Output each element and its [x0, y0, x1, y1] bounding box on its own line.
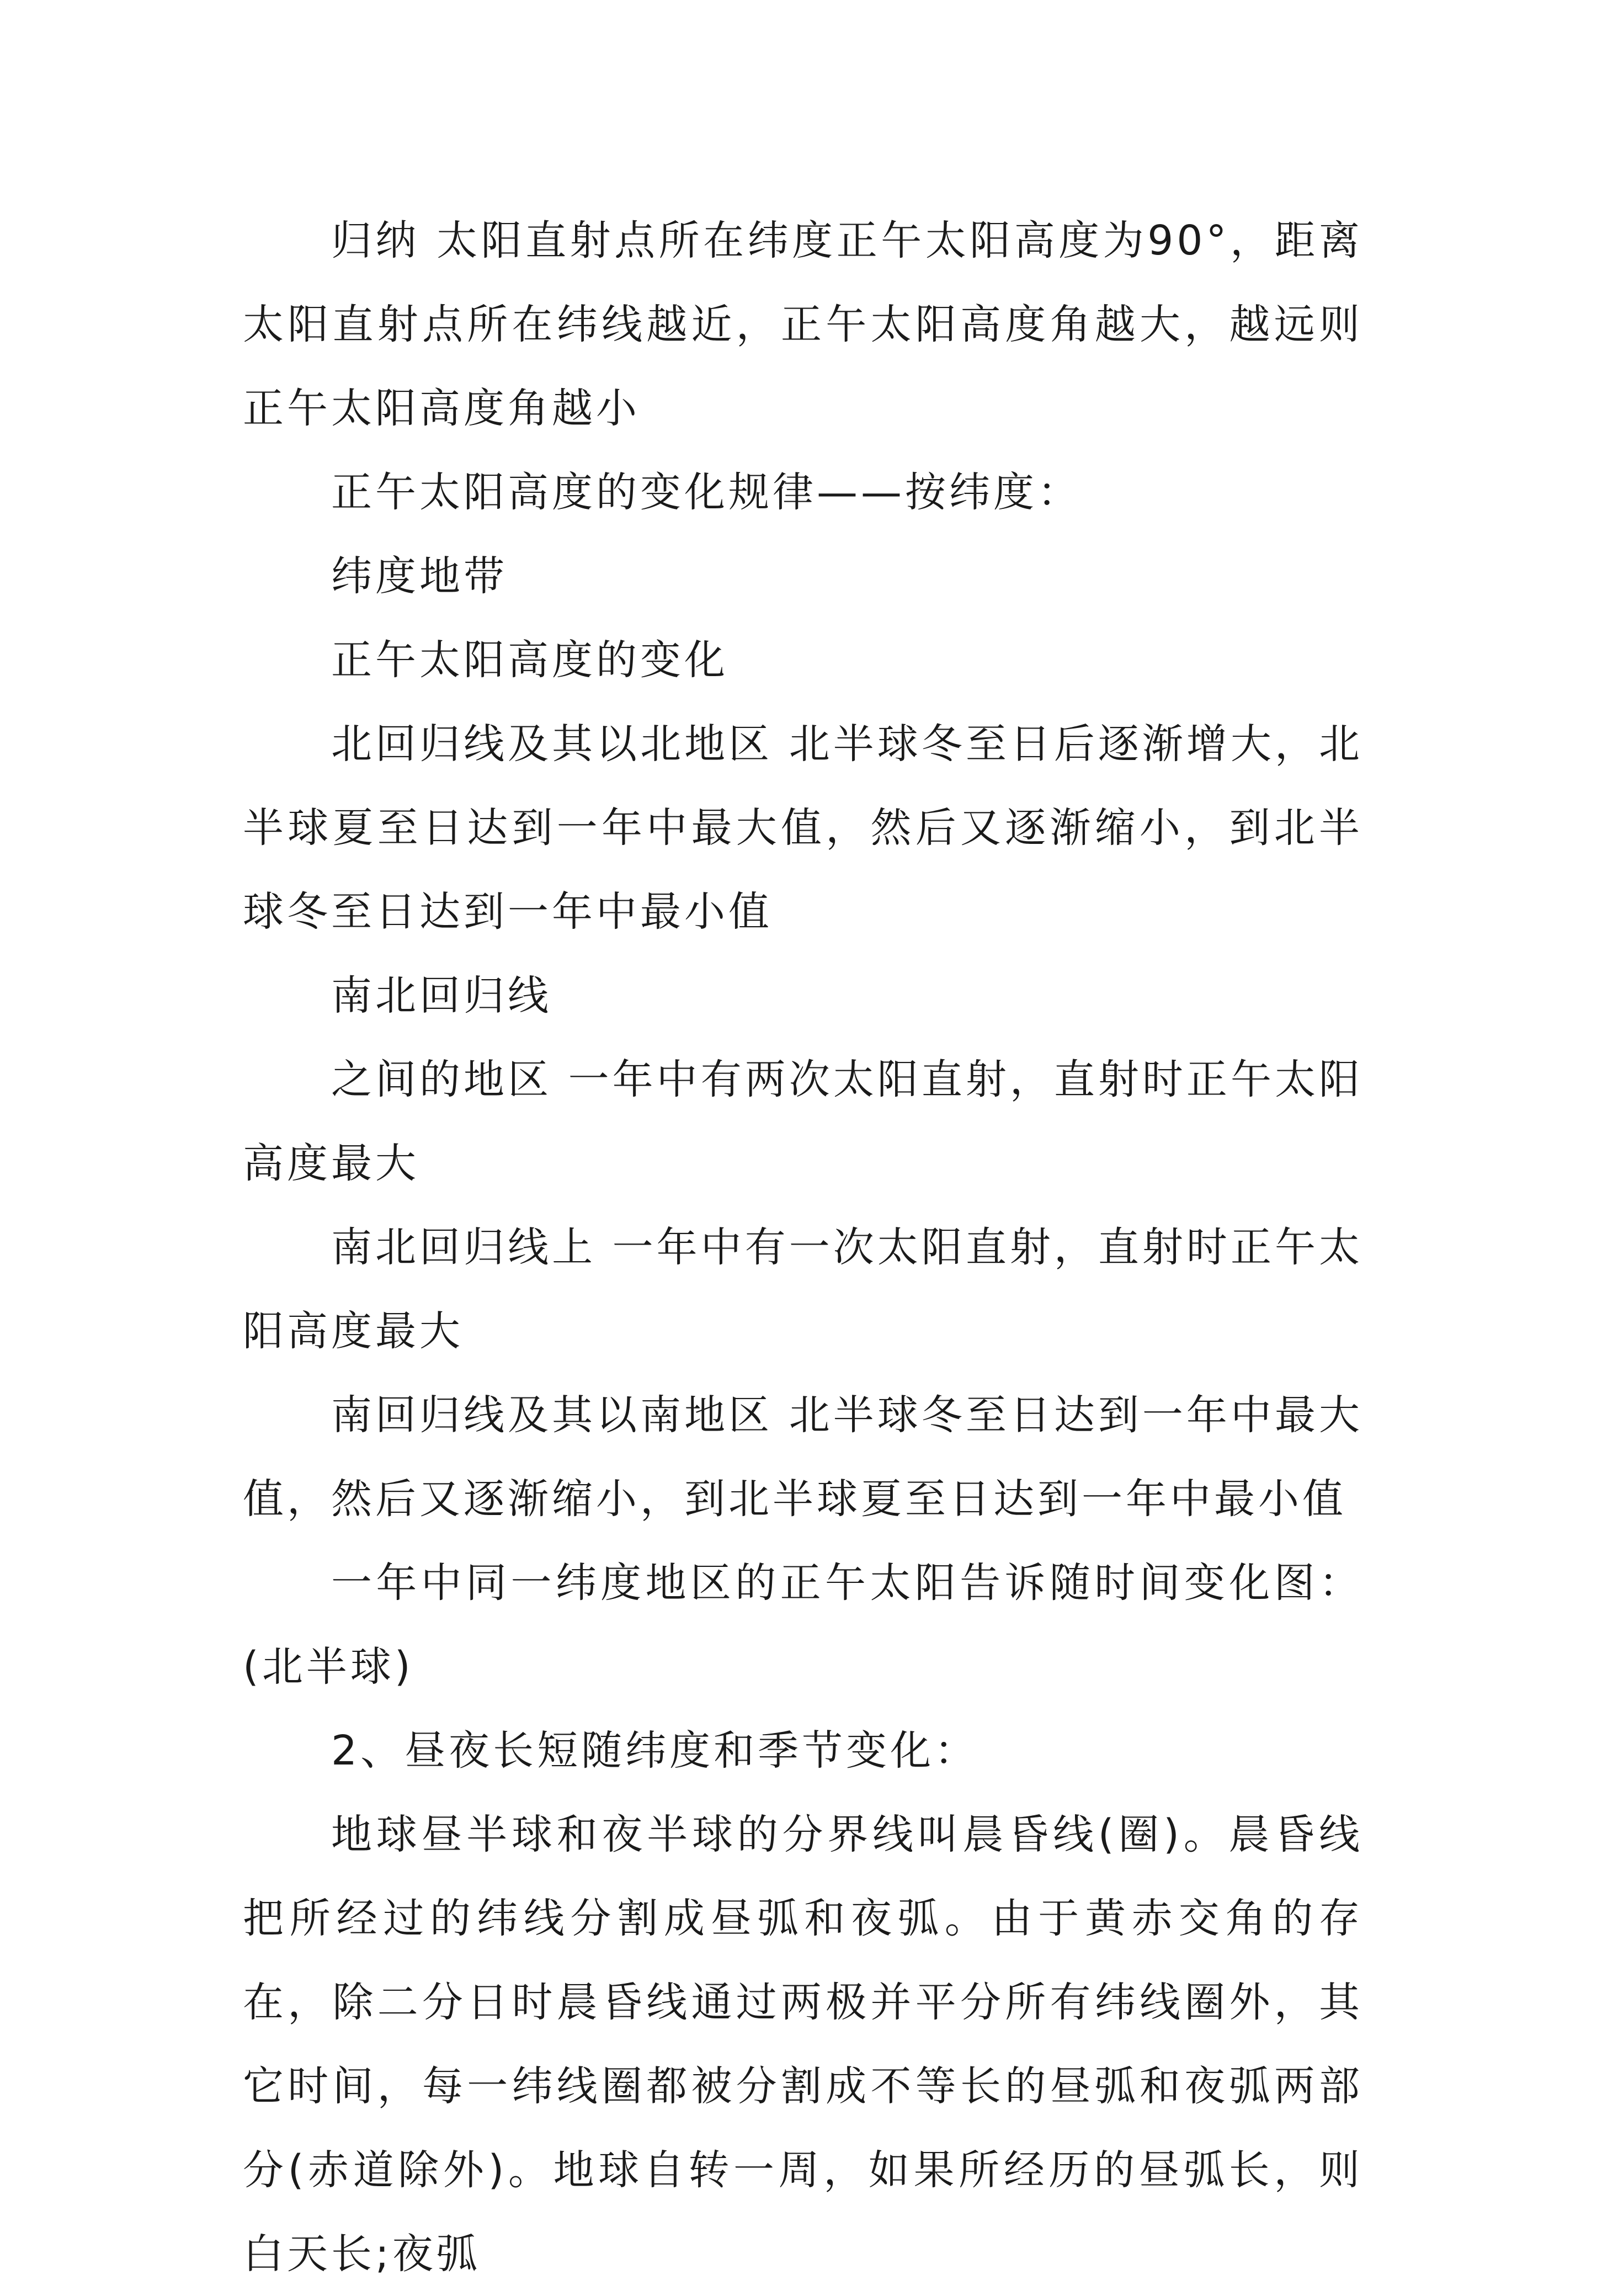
- paragraph-change-label: 正午太阳高度的变化: [331, 636, 728, 684]
- paragraph-between-tropics: 之间的地区 一年中有两次太阳直射，直射时正午太阳高度最大: [243, 1056, 1363, 1187]
- paragraph-section-heading: 2、昼夜长短随纬度和季节变化：: [331, 1727, 979, 1774]
- paragraph-summary: 归纳 太阳直射点所在纬度正午太阳高度为90°，距离太阳直射点所在纬线越近，正午太阳高度角越大，越远则正午太阳高度角越小: [243, 217, 1363, 432]
- paragraph-figure-caption: 一年中同一纬度地区的正午太阳告诉随时间变化图：(北半球): [243, 1559, 1363, 1691]
- paragraph-rule-heading: 正午太阳高度的变化规律——按纬度：: [331, 469, 1082, 516]
- paragraph-between-tropics-label: 南北回归线: [331, 972, 552, 1019]
- document-body: [243, 199, 1363, 2296]
- paragraph-latitude-zone-label: 纬度地带: [331, 552, 508, 600]
- paragraph-terminator: 地球昼半球和夜半球的分界线叫晨昏线(圈)。晨昏线把所经过的纬线分割成昼弧和夜弧。由于黄赤交角的存在，除二分日时晨昏线通过两极并平分所有纬线圈外，其它时间，每一纬线圈都被分割成不等长的昼弧和夜弧两部分(赤道除外)。地球自转一周，如果所经历的昼弧长，则白天长;夜弧: [243, 1811, 1363, 2278]
- paragraph-south-of-tropic: 南回归线及其以南地区 北半球冬至日达到一年中最大值，然后又逐渐缩小，到北半球夏至日达到一年中最小值: [243, 1391, 1363, 1523]
- paragraph-north-of-tropic: 北回归线及其以北地区 北半球冬至日后逐渐增大，北半球夏至日达到一年中最大值，然后又逐渐缩小，到北半球冬至日达到一年中最小值: [243, 720, 1363, 936]
- paragraph-on-tropics: 南北回归线上 一年中有一次太阳直射，直射时正午太阳高度最大: [243, 1224, 1363, 1355]
